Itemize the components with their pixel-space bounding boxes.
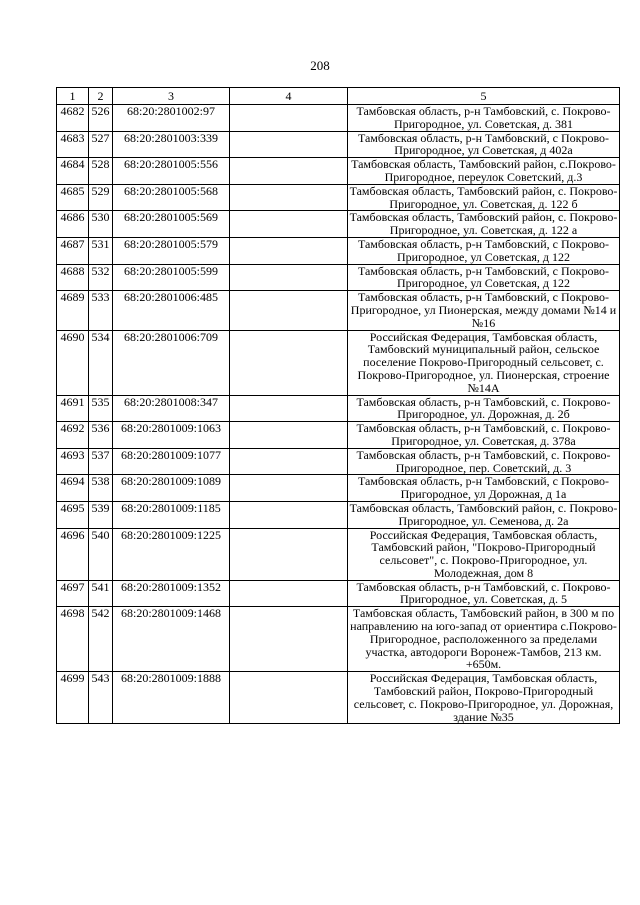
column-4-cell [230,158,348,185]
column-4-cell [230,330,348,395]
address-cell: Российская Федерация, Тамбовская область, Тамбовский район, Покрово-Пригородный сельсовет, с. Покрово-Пригородное, ул. Дорожная, здание №35 [348,672,620,724]
cadastral-number: 68:20:2801009:1185 [113,501,230,528]
address-cell: Тамбовская область, р-н Тамбовский, с Покрово-Пригородное, ул Пионерская, между домами №14 и №16 [348,291,620,330]
registry-table-body [57,88,620,724]
column-4-cell [230,131,348,158]
column-4-cell [230,672,348,724]
row-index: 536 [89,422,113,449]
table-row [57,330,620,395]
column-header-5: 5 [348,88,620,105]
cadastral-number: 68:20:2801005:599 [113,264,230,291]
table-row [57,422,620,449]
row-index: 540 [89,528,113,580]
column-4-cell [230,448,348,475]
row-number: 4693 [57,448,89,475]
row-number: 4682 [57,105,89,132]
cadastral-number: 68:20:2801002:97 [113,105,230,132]
cadastral-number: 68:20:2801005:556 [113,158,230,185]
table-row [57,291,620,330]
address-cell: Тамбовская область, р-н Тамбовский, с. Покрово-Пригородное, ул. Советская, д. 381 [348,105,620,132]
address-cell: Российская Федерация, Тамбовская область, Тамбовский район, "Покрово-Пригородный сельсовет", с. Покрово-Пригородное, ул. Молодежная, дом 8 [348,528,620,580]
table-row [57,211,620,238]
row-number: 4684 [57,158,89,185]
page-number: 208 [310,58,330,73]
row-index: 538 [89,475,113,502]
row-index: 531 [89,237,113,264]
cadastral-number: 68:20:2801006:485 [113,291,230,330]
row-number: 4694 [57,475,89,502]
column-4-cell [230,237,348,264]
table-row [57,105,620,132]
column-4-cell [230,184,348,211]
table-row [57,395,620,422]
row-number: 4685 [57,184,89,211]
cadastral-number: 68:20:2801008:347 [113,395,230,422]
table-row [57,184,620,211]
table-row [57,501,620,528]
cadastral-number: 68:20:2801009:1468 [113,607,230,672]
address-cell: Тамбовская область, р-н Тамбовский, с. Покрово-Пригородное, пер. Советский, д. 3 [348,448,620,475]
column-4-cell [230,105,348,132]
address-cell: Тамбовская область, Тамбовский район, с. Покрово-Пригородное, ул. Семенова, д. 2а [348,501,620,528]
address-cell: Тамбовская область, р-н Тамбовский, с Покрово-Пригородное, ул Советская, д 122 [348,237,620,264]
row-index: 533 [89,291,113,330]
cadastral-number: 68:20:2801009:1888 [113,672,230,724]
column-4-cell [230,501,348,528]
row-number: 4691 [57,395,89,422]
row-number: 4696 [57,528,89,580]
column-4-cell [230,422,348,449]
column-4-cell [230,211,348,238]
row-index: 537 [89,448,113,475]
address-cell: Тамбовская область, Тамбовский район, с. Покрово-Пригородное, ул. Советская, д. 122 б [348,184,620,211]
column-header-2: 2 [89,88,113,105]
registry-table [56,87,620,724]
address-cell: Тамбовская область, р-н Тамбовский, с. Покрово-Пригородное, ул. Советская, д. 378а [348,422,620,449]
row-index: 532 [89,264,113,291]
header-row [57,88,620,105]
table-row [57,448,620,475]
cadastral-number: 68:20:2801003:339 [113,131,230,158]
address-cell: Тамбовская область, р-н Тамбовский, с. Покрово-Пригородное, ул. Дорожная, д. 2б [348,395,620,422]
cadastral-number: 68:20:2801009:1352 [113,580,230,607]
table-row [57,264,620,291]
cadastral-number: 68:20:2801009:1089 [113,475,230,502]
row-number: 4683 [57,131,89,158]
row-number: 4690 [57,330,89,395]
row-index: 535 [89,395,113,422]
row-index: 529 [89,184,113,211]
table-row [57,580,620,607]
row-number: 4689 [57,291,89,330]
column-header-1: 1 [57,88,89,105]
cadastral-number: 68:20:2801006:709 [113,330,230,395]
row-index: 527 [89,131,113,158]
address-cell: Тамбовская область, Тамбовский район, в 300 м по направлению на юго-запад от ориентира с.Покрово-Пригородное, расположенного за пределами участка, автодороги Воронеж-Тамбов, 213 км. +650м. [348,607,620,672]
table-row [57,528,620,580]
address-cell: Тамбовская область, р-н Тамбовский, с Покрово-Пригородное, ул Советская, д 402а [348,131,620,158]
table-row [57,131,620,158]
column-4-cell [230,291,348,330]
table-row [57,672,620,724]
row-number: 4698 [57,607,89,672]
column-header-3: 3 [113,88,230,105]
row-number: 4687 [57,237,89,264]
address-cell: Тамбовская область, Тамбовский район, с. Покрово-Пригородное, ул. Советская, д. 122 а [348,211,620,238]
cadastral-number: 68:20:2801005:569 [113,211,230,238]
row-number: 4688 [57,264,89,291]
row-index: 539 [89,501,113,528]
column-4-cell [230,607,348,672]
table-row [57,158,620,185]
cadastral-number: 68:20:2801005:568 [113,184,230,211]
row-index: 541 [89,580,113,607]
address-cell: Российская Федерация, Тамбовская область, Тамбовский муниципальный район, сельское поселение Покрово-Пригородный сельсовет, с. Покрово-Пригородное, ул. Пионерская, строение №14А [348,330,620,395]
column-4-cell [230,475,348,502]
table-row [57,607,620,672]
cadastral-number: 68:20:2801009:1077 [113,448,230,475]
column-4-cell [230,395,348,422]
cadastral-number: 68:20:2801009:1063 [113,422,230,449]
row-number: 4697 [57,580,89,607]
row-number: 4692 [57,422,89,449]
row-number: 4695 [57,501,89,528]
row-index: 526 [89,105,113,132]
address-cell: Тамбовская область, р-н Тамбовский, с. Покрово-Пригородное, ул. Советская, д. 5 [348,580,620,607]
column-4-cell [230,528,348,580]
table-row [57,475,620,502]
cadastral-number: 68:20:2801005:579 [113,237,230,264]
table-row [57,237,620,264]
row-index: 543 [89,672,113,724]
address-cell: Тамбовская область, Тамбовский район, с.Покрово-Пригородное, переулок Советский, д.3 [348,158,620,185]
column-header-4: 4 [230,88,348,105]
row-index: 534 [89,330,113,395]
cadastral-number: 68:20:2801009:1225 [113,528,230,580]
column-4-cell [230,580,348,607]
row-number: 4686 [57,211,89,238]
column-4-cell [230,264,348,291]
row-index: 528 [89,158,113,185]
row-index: 530 [89,211,113,238]
row-index: 542 [89,607,113,672]
row-number: 4699 [57,672,89,724]
address-cell: Тамбовская область, р-н Тамбовский, с Покрово-Пригородное, ул Дорожная, д 1а [348,475,620,502]
address-cell: Тамбовская область, р-н Тамбовский, с Покрово-Пригородное, ул Советская, д 122 [348,264,620,291]
